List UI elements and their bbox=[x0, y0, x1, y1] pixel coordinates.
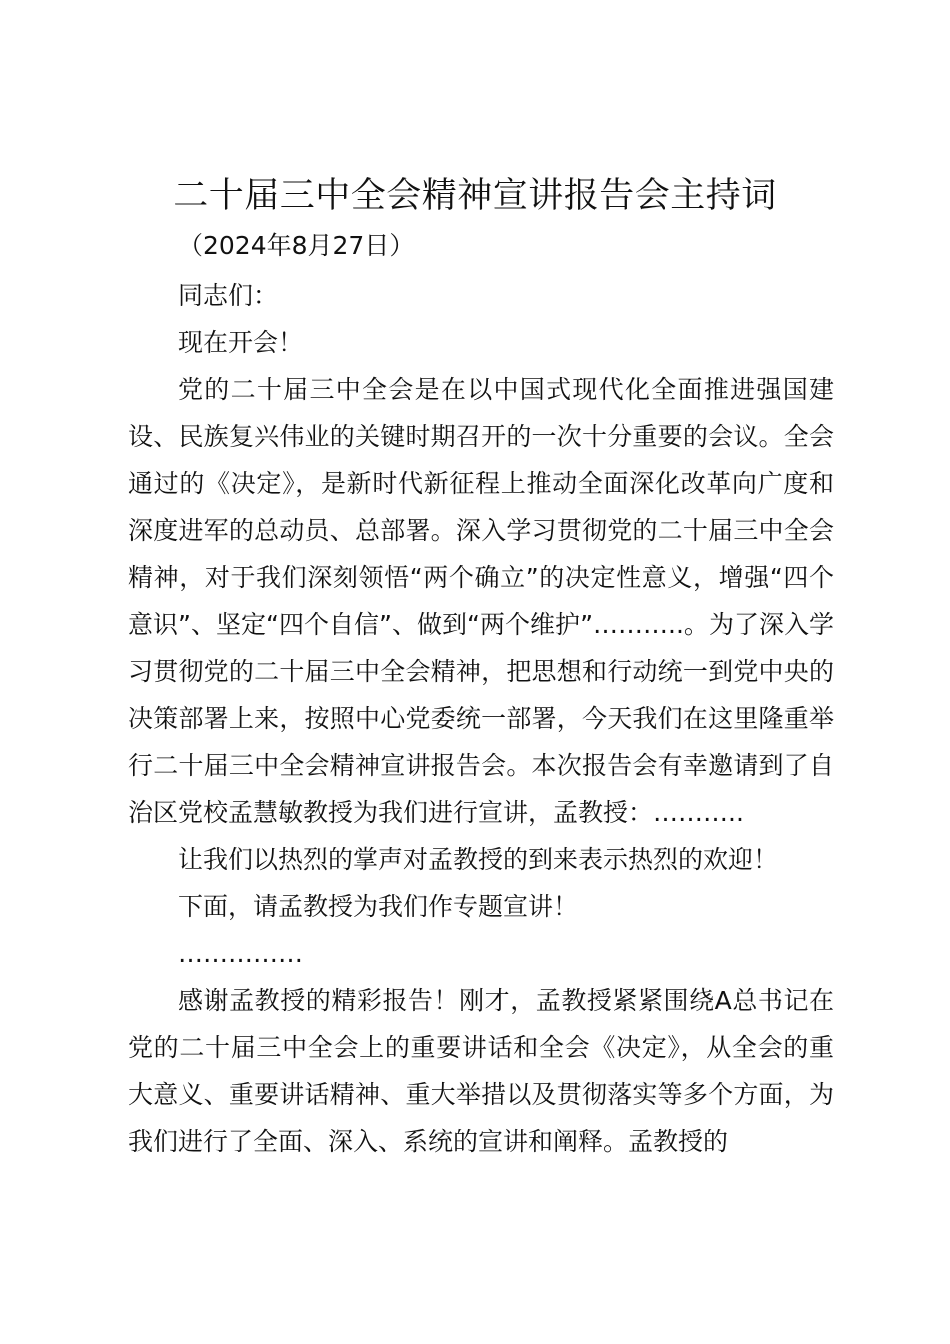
ellipsis-line: …………… bbox=[178, 939, 303, 968]
salutation: 同志们： bbox=[178, 281, 279, 310]
document-title: 二十届三中全会精神宣讲报告会主持词 bbox=[173, 176, 777, 216]
paragraph: 让我们以热烈的掌声对孟教授的到来表示热烈的欢迎！ bbox=[178, 845, 779, 874]
paragraph: 党的二十届三中全会是在以中国式现代化全面推进强国建设、民族复兴伟业的关键时期召开的一次十分重要的会议。全会通过的《决定》，是新时代新征程上推动全面深化改革向广度和深度进军的总动员、总部署。深入学习贯彻党的二十届三中全会精神，对于我们深刻领悟“两个确立”的决定性意义，增强“四个意识”、坚定“四个自信”、做到“两个维护”………..。为了深入学习贯彻党的二十届三中全会精神，把思想和行动统一到党中央的决策部署上来，按照中心党委统一部署，今天我们在这里隆重举行二十届三中全会精神宣讲报告会。本次报告会有幸邀请到了自治区党校孟慧敏教授为我们进行宣讲，孟教授：……….. bbox=[128, 375, 834, 827]
document-date: （2024年8月27日） bbox=[178, 231, 415, 260]
paragraph: 感谢孟教授的精彩报告！刚才，孟教授紧紧围绕A总书记在党的二十届三中全会上的重要讲话和全会《决定》，从全会的重大意义、重要讲话精神、重大举措以及贯彻落实等多个方面，为我们进行了全面、深入、系统的宣讲和阐释。孟教授的 bbox=[128, 986, 834, 1156]
paragraph: 下面，请孟教授为我们作专题宣讲！ bbox=[178, 892, 579, 921]
document-body bbox=[128, 272, 834, 1165]
opening-line: 现在开会！ bbox=[178, 328, 304, 357]
